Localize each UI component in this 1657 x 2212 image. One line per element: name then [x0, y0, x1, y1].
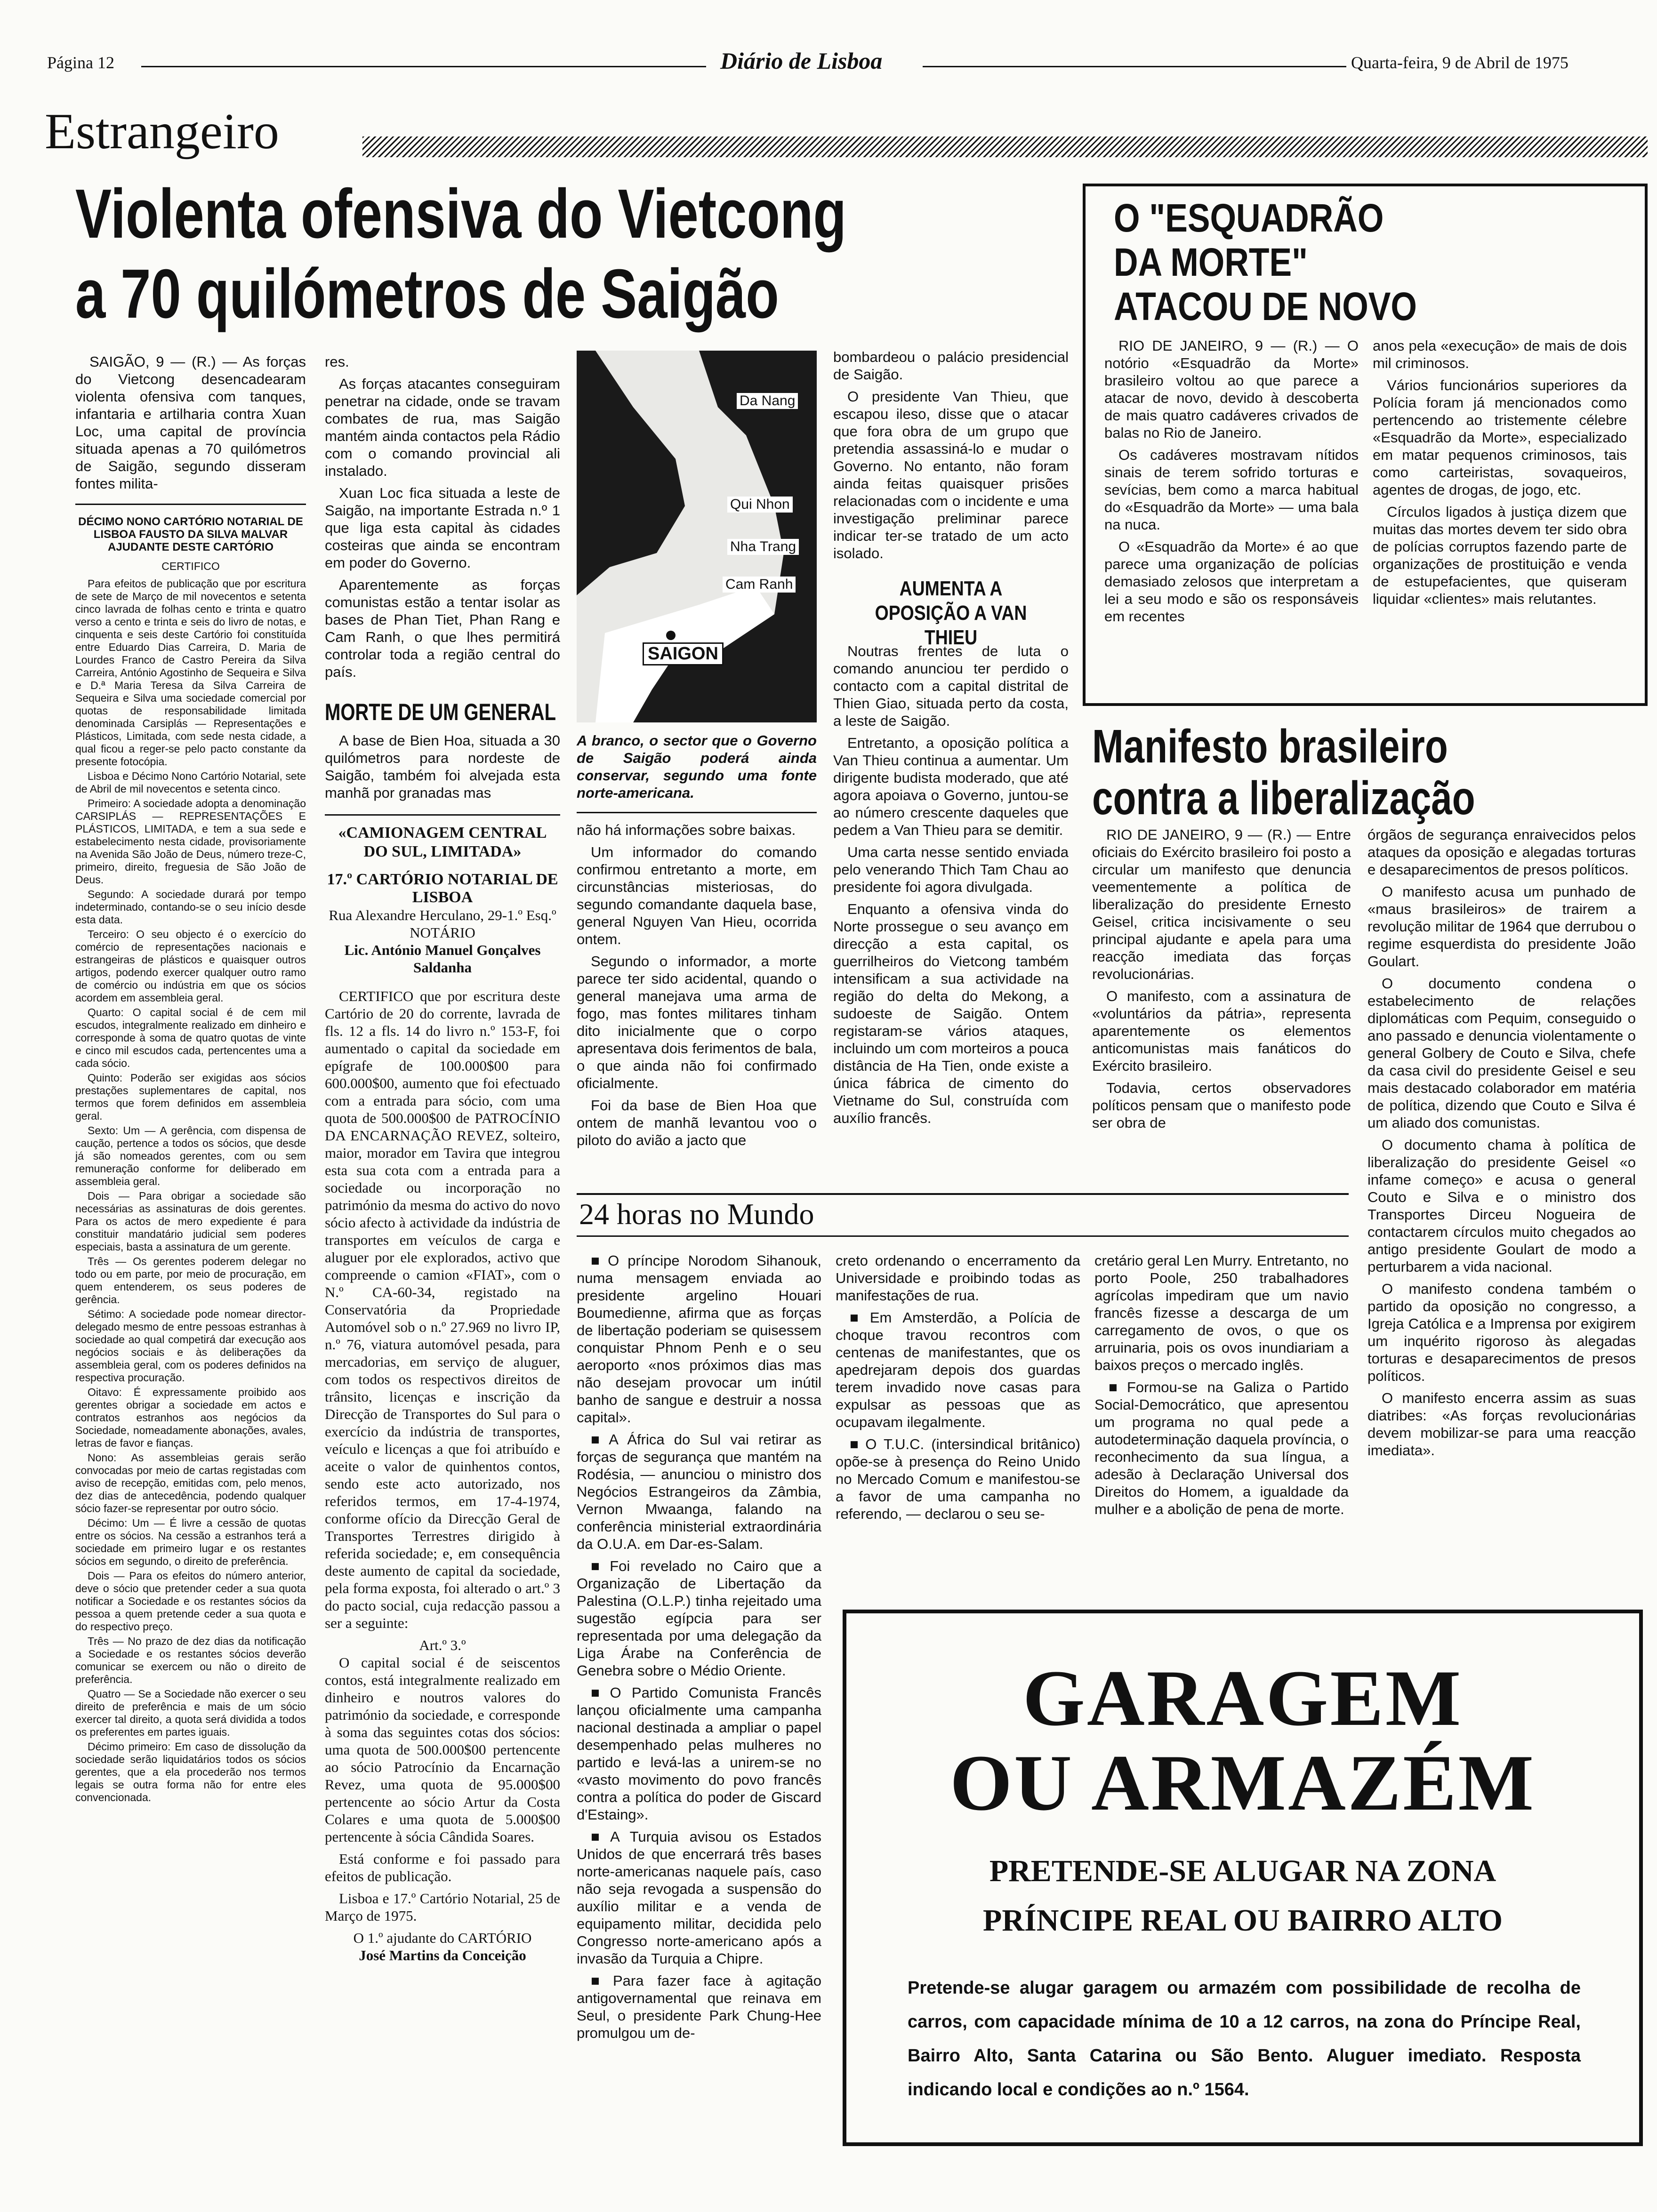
- map-label-nha-trang: Nha Trang: [727, 539, 799, 555]
- death-text: A base de Bien Hoa, situada a 30 quilómetros para nordeste de Saigão, também foi alvejada esta manhã por granadas mas: [325, 732, 560, 801]
- map-label-cam-ranh: Cam Ranh: [723, 577, 796, 593]
- notice2-notario: NOTÁRIO: [410, 924, 475, 941]
- main-lead: SAIGÃO, 9 — (R.) — As forças do Vietcong desencadearam violenta ofensiva com tanques, infantaria e artilharia contra Xuan Loc, uma capital de província situada apenas a 70 quilómetros de Saigão, segundo disseram fontes milita-: [75, 353, 306, 492]
- header-rule-right: [923, 66, 1346, 67]
- main-col4b: Noutras frentes de luta o comando anunciou ter perdido o contacto com a capital distrital de Thien Giao, situada perto da costa, a leste de Saigão. Entretanto, a oposição política a Van Thieu continua a aumentar. Um dirigente budista moderado, que até agora apoiava o Governo, juntou-se ao número crescente daqueles que pedem a Van Thieu para se demitir. Uma carta nesse sentido enviada pelo venerando Thich Tam Chau ao presidente foi agora divulgada. Enquanto a ofensiva vinda do Norte prossegue o seu avanço em direcção a esta capital, os guerrilheiros do Vietcong também intensificam a sua actividade na região do delta do Mekong, a sudoeste de Saigão. Ontem registaram-se vários ataques, incluindo um com morteiros a pouca distância de Ha Tien, onde existe a única fábrica de cimento do Vietname do Sul, construída com auxílio francês.: [833, 643, 1069, 1126]
- header-rule-left: [141, 66, 706, 67]
- ad-sub1: PRETENDE-SE ALUGAR NA ZONA: [989, 1854, 1496, 1888]
- esquadrao-col1: RIO DE JANEIRO, 9 — (R.) — O notório «Esquadrão da Morte» brasileiro voltou ao que parece a atacar de novo, devido à descoberta de mais quatro cadáveres crivados de balas no Rio de Janeiro. Os cadáveres mostravam nítidos sinais de terem sofrido torturas e sevícias, bem como a marca habitual do «Esquadrão da Morte» — uma bala na nuca. O «Esquadrão da Morte» é ao que parece uma organização de polícias demasiado zelosos que interpretam a lei a seu modo e são os responsáveis em recentes: [1104, 337, 1359, 625]
- vietnam-map: [577, 351, 817, 722]
- notice-title: DÉCIMO NONO CARTÓRIO NOTARIAL DE LISBOA FAUSTO DA SILVA MALVAR AJUDANTE DESTE CARTÓRIO: [78, 515, 303, 553]
- main-col4: bombardeou o palácio presidencial de Saigão. O presidente Van Thieu, que escapou ileso, disse que o atacar que fora obra de um grupo que pretendia assassiná-lo e mudar o Governo. No entanto, não foram ainda feitas quaisquer prisões relacionadas com o incidente e uma investigação preliminar parece indicar ter-se tratado de um acto isolado.: [833, 349, 1069, 561]
- section-title: Estrangeiro: [45, 104, 279, 160]
- notice-carsiplas: DÉCIMO NONO CARTÓRIO NOTARIAL DE LISBOA FAUSTO DA SILVA MALVAR AJUDANTE DESTE CARTÓRIO CERTIFICO Para efeitos de publicação que por escritura de sete de Março de mil novecentos e setenta cinco lavrada de folhas cento e trinta e quatro verso a cento e trinta e seis do livro de notas, e cinquenta e seis deste Cartório foi constituída entre Eduardo Dias Carreira, D. Maria de Lourdes Franco de Castro Pereira da Silva Carreira, António Agostinho de Sequeira e Silva e D.ª Maria Teresa da Silva Carreira de Sequeira e Silva uma sociedade comercial por quotas de responsabilidade limitada denominada Carsiplás — Representações e Plásticos, Limitada, com sede nesta cidade, a qual ficou a reger-se pelo pacto constante da presente fotocópia. Lisboa e Décimo Nono Cartório Notarial, sete de Abril de mil novecentos e setenta cinco. Primeiro: A sociedade adopta a denominação CARSIPLÁS — REPRESENTAÇÕES E PLÁSTICOS, LIMITADA, e tem a sua sede e estabelecimento nesta cidade, provisoriamente na Avenida São João de Deus, número treze-C, primeiro, direito, freguesia de São João de Deus. Segundo: A sociedade durará por tempo indeterminado, contando-se o seu início desde esta data. Terceiro: O seu objecto é o exercício do comércio de representações nacionais e estrangeiras de plásticos e quaisquer outros artigos, podendo exercer qualquer outro ramo de comércio ou indústria em que os sócios acordem em assembleia geral. Quarto: O capital social é de cem mil escudos, integralmente realizado em dinheiro e corresponde à soma de quatro quotas de vinte e cinco mil escudos cada, pertencentes uma a cada sócio. Quinto: Poderão ser exigidas aos sócios prestações suplementares de capital, nos termos que forem definidos em assembleia geral. Sexto: Um — A gerência, com dispensa de caução, pertence a todos os sócios, que desde já são nomeados gerentes, com ou sem remuneração conforme for deliberado em assembleia geral. Dois — Para obrigar a sociedade são necessárias as assinaturas de dois gerentes. Para os actos de mero expediente é para constituir mandatário judicial sem poderes especiais, basta a assinatura de um gerente. Três — Os gerentes poderem delegar no todo ou em parte, por meio de procuração, em quem entenderem, os seus poderes de gerência. Sétimo: A sociedade pode nomear director-delegado mesmo de entre pessoas estranhas à sociedade ao qual competirá dar execução aos negócios sociais e às deliberações da assembleia geral, com os poderes definidos na respectiva procuração. Oitavo: É expressamente proibido aos gerentes obrigar a sociedade em actos e contratos estranhos aos negócios da Sociedade, nomeadamente abonações, avales, letras de favor e fianças. Nono: As assembleias gerais serão convocadas por meio de cartas registadas com aviso de recepção, emitidas com, pelo menos, dez dias de antecedência, podendo qualquer sócio fazer-se representar por outro sócio. Décimo: Um — É livre a cessão de quotas entre os sócios. Na cessão a estranhos terá a sociedade em primeiro lugar e os restantes sócios em segundo, o direito de preferência. Dois — Para os efeitos do número anterior, deve o sócio que pretender ceder a sua quota notificar a Sociedade e os restantes sócios da pessoa a quem pretende ceder a sua quota e do respectivo preço. Três — No prazo de dez dias da notificação a Sociedade e os restantes sócios deverão comunicar se exercem ou não o direito de preferência. Quatro — Se a Sociedade não exercer o seu direito de preferência e mais de um sócio exercer tal direito, a quota será dividida a todos os preferentes em partes iguais. Décimo primeiro: Em caso de dissolução da sociedade serão liquidatários todos os sócios gerentes, que a ela procederão nos termos legais se outra forma não for entre eles convencionada.: [75, 515, 306, 1803]
- notice2-title: «CAMIONAGEM CENTRAL DO SUL, LIMITADA»: [338, 824, 547, 860]
- map-rule: [577, 812, 817, 813]
- ad-sub2: PRÍNCIPE REAL OU BAIRRO ALTO: [983, 1903, 1503, 1938]
- map-label-saigon: SAIGON: [643, 642, 724, 665]
- section-hatch: [362, 136, 1648, 157]
- notice2-artigo: Art.º 3.º: [419, 1637, 466, 1653]
- esquadrao-title: O "ESQUADRÃO DA MORTE" ATACOU DE NOVO: [1114, 196, 1417, 329]
- map-label-qui-nhon: Qui Nhon: [727, 497, 793, 513]
- main-col3b: não há informações sobre baixas. Um informador do comando confirmou entretanto a morte, em circunstâncias misteriosas, do segundo comandante daquela base, general Nguyen Van Hieu, ocorrida ontem. Segundo o informador, a morte parece ter sido acidental, quando o general manejava uma arma de fogo, mas fontes militares tinham dito inicialmente que o corpo apresentava dois ferimentos de bala, o que ainda não foi confirmado oficialmente. Foi da base de Bien Hoa que ontem de manhã levantou voo o piloto do avião a jacto que: [577, 822, 817, 1148]
- world-col1: ■ O príncipe Norodom Sihanouk, numa mensagem enviada ao presidente argelino Houari Boumedienne, afirma que as forças de libertação poderiam se quisessem conquistar Phnom Penh e o seu aeroporto «nos próximos dias mas não desejam provocar um inútil banho de sangue e destruir a nossa capital». ■ A África do Sul vai retirar as forças de segurança que mantém na Rodésia, — anunciou o ministro dos Negócios Estrangeiros da Zâmbia, Vernon Mwaanga, falando na conferência ministerial extraordinária da O.U.A. em Dar-es-Salam. ■ Foi revelado no Cairo que a Organização de Libertação da Palestina (O.L.P.) tinha rejeitado uma sugestão egípcia para ser representada por uma delegação da Liga Árabe na Conferência de Genebra sobre o Médio Oriente. ■ O Partido Comunista Francês lançou oficialmente uma campanha nacional destinada a ampliar o papel desempenhado pelas mulheres no partido e levá-las a unirem-se no «vasto movimento do povo francês contra a política do poder de Giscard d'Estaing». ■ A Turquia avisou os Estados Unidos de que encerrará três bases norte-americanas naquele país, caso não seja revogada a suspensão do auxílio militar e a venda de equipamento militar, decidida pelo Congresso norte-americano após a invasão da Turquia a Chipre. ■ Para fazer face à agitação antigovernamental que reinava em Seul, o presidente Park Chung-Hee promulgou um de-: [577, 1252, 821, 2046]
- manifesto-col2: órgãos de segurança enraivecidos pelos ataques da oposição e alegadas torturas e desaparecimentos de presos políticos. O manifesto acusa um punhado de «maus brasileiros» de trairem a revolução militar de 1964 que derrubou o regime esquerdista do presidente João Goulart. O documento condena o estabelecimento de relações diplomáticas com Pequim, conseguido o ano passado e denuncia violentamente o general Golbery de Couto e Silva, chefe da casa civil do presidente Geisel e seu mais destacado colaborador em matéria de política, dizendo que Couto e Silva é um aliado dos comunistas. O documento chama à política de liberalização do presidente Geisel «o infame começo» e acusa o general Couto e Silva e o ministro dos Transportes Dirceu Nogueira de contactarem círculos muito chegados ao antigo presidente Goulart de modo a perturbarem a vida nacional. O manifesto condena também o partido da oposição no congresso, a Igreja Católica e a Imprensa por exigirem um inquérito rigoroso às alegadas torturas e desaparecimentos de presos políticos. O manifesto encerra assim as suas diatribes: «As forças revolucionárias devem mobilizar-se para uma reacção imediata».: [1367, 826, 1636, 1459]
- masthead: Diário de Lisboa: [720, 48, 883, 74]
- main-headline-line2: a 70 quilómetros de Saigão: [75, 255, 779, 333]
- ad-garagem: [843, 1610, 1643, 2146]
- lead-rule: [75, 504, 306, 505]
- subhead-opposition: AUMENTA A OPOSIÇÃO A VAN THIEU: [875, 577, 1027, 649]
- notice2-name: Lic. António Manuel Gonçalves Saldanha: [344, 942, 541, 976]
- main-col2: res. As forças atacantes conseguiram penetrar na cidade, onde se travam combates de rua, mas Saigão mantém ainda contactos pela Rádio com o comando provincial ali instalado. Xuan Loc fica situada a leste de Saigão, na importante Estrada n.º 1 que liga esta capital às cidades costeiras que ainda se encontram em poder do Governo. Aparentemente as forças comunistas estão a tentar isolar as bases de Phan Tiet, Phan Rang e Cam Ranh, o que lhes permitirá controlar toda a região central do país.: [325, 353, 560, 680]
- notice2-sign1: O 1.º ajudante do CARTÓRIO: [353, 1930, 532, 1946]
- manifesto-col1: RIO DE JANEIRO, 9 — (R.) — Entre oficiais do Exército brasileiro foi posto a circular um manifesto que denuncia veementemente a política de liberalização do presidente Ernesto Geisel, critica incisivamente o seu principal ajudante e apela para uma reacção imediata das forças revolucionárias. O manifesto, com a assinatura de «voluntários da pátria», representa aparentemente os elementos anticomunistas mais fanáticos do Exército brasileiro. Todavia, certos observadores políticos pensam que o manifesto pode ser obra de: [1092, 826, 1351, 1131]
- notice-camionagem: «CAMIONAGEM CENTRAL DO SUL, LIMITADA» 17.º CARTÓRIO NOTARIAL DE LISBOA Rua Alexandre Herculano, 29-1.º Esq.º NOTÁRIO Lic. António Manuel Gonçalves Saldanha CERTIFICO que por escritura deste Cartório de 20 do corrente, lavrada de fls. 12 a fls. 14 do livro n.º 153-F, foi aumentado o capital da sociedade em epígrafe de 100.000$00 para 600.000$00, aumento que foi efectuado com a entrada para sócio, com uma quota de 500.000$00 de PATROCÍNIO DA ENCARNAÇÃO REVEZ, solteiro, maior, morador em Tavira que integrou esta sua cota com a entrada para a sociedade ou incorporação no património da mesma do activo do novo sócio afecto à actividade da indústria de transportes em veículos de carga e aluguer por ele explorados, activo que compreende o camion «FIAT», com o N.º CA-60-34, registado na Conservatória da Propriedade Automóvel sob o n.º 27.969 no livro IP, n.º 76, viatura automóvel pesada, para mercadorias, em serviço de aluguer, com todos os respectivos direitos de trânsito, licenças e inscrição da Direcção de Transportes do Sul para o exercício da indústria de transportes, veículo e licenças a que foi atribuído e aceite o valor de quinhentos contos, sendo este acto autorizado, nos referidos termos, em 17-4-1974, conforme ofício da Direcção Geral de Transportes Terrestres dirigido à referida sociedade; e, em consequência deste aumento de capital da sociedade, pela forma exposta, foi alterado o art.º 3 do pacto social, cuja redacção passou a ser a seguinte: Art.º 3.º O capital social é de seiscentos contos, está integralmente realizado em dinheiro e noutros valores do património da sociedade, e corresponde à soma das seguintes cotas dos sócios: uma quota de 500.000$00 pertencente ao sócio Patrocínio da Encarnação Revez, uma quota de 95.000$00 pertencente ao sócio Artur da Costa Colares e uma quota de 5.000$00 pertencente à sócia Cândida Soares. Está conforme e foi passado para efeitos de publicação. Lisboa e 17.º Cartório Notarial, 25 de Março de 1975. O 1.º ajudante do CARTÓRIO José Martins da Conceição: [325, 824, 560, 1964]
- world-top-rule: [577, 1193, 1349, 1195]
- death-rule: [325, 814, 560, 816]
- esquadrao-box: [1083, 184, 1648, 706]
- page-date: Quarta-feira, 9 de Abril de 1975: [1351, 53, 1569, 72]
- ad-body: Pretende-se alugar garagem ou armazém com possibilidade de recolha de carros, com capacidade mínima de 10 a 12 carros, na zona do Príncipe Real, Bairro Alto, Santa Catarina ou São Bento. Aluguer imediato. Resposta indicando local e condições ao n.º 1564.: [908, 1978, 1581, 2100]
- world-col3: cretário geral Len Murry. Entretanto, no porto Poole, 250 trabalhadores agrícolas impediram que um navio francês fizesse a descarga de um carregamento de ovos, o que os arruinaria, pois os ovos inundiariam a baixos preços o mercado inglês. ■ Formou-se na Galiza o Partido Social-Democrático, que apresentou um programa no qual pede a autodeterminação daquela província, o reconhecimento da sua língua, a adesão à Declaração Universal dos Direitos do Homem, a igualdade da mulher e a abolição de pena de morte.: [1094, 1252, 1349, 1523]
- notice2-sign2: José Martins da Conceição: [359, 1947, 526, 1964]
- map-label-da-nang: Da Nang: [737, 393, 798, 409]
- world-bottom-rule: [577, 1235, 1349, 1237]
- world-title: 24 horas no Mundo: [579, 1197, 814, 1231]
- manifesto-headline-line1: Manifesto brasileiro: [1092, 720, 1448, 773]
- esquadrao-col2: anos pela «execução» de mais de dois mil criminosos. Vários funcionários superiores da Polícia foram já mencionados como pertencendo ao tristemente célebre «Esquadrão da Morte», especializado em matar pequenos criminosos, tais como carteiristas, sovaqueiros, agentes de drogas, de jogo, etc. Círculos ligados à justiça dizem que muitas das mortes devem ter sido obra de polícias corruptos fazendo parte de organizações de prostituição e venda de estupefacientes, que quiseram liquidar «clientes» mais relutantes.: [1373, 337, 1627, 607]
- notice-certifico: CERTIFICO: [161, 560, 220, 572]
- ad-line1: GARAGEM: [1022, 1654, 1463, 1742]
- notice2-office: 17.º CARTÓRIO NOTARIAL DE LISBOA: [327, 871, 558, 906]
- map-caption: A branco, o sector que o Governo de Saigão poderá ainda conservar, segundo uma fonte norte-americana.: [577, 732, 817, 801]
- manifesto-headline-line2: contra a liberalização: [1092, 772, 1475, 825]
- saigon-marker-icon: [666, 631, 676, 640]
- page-number: Página 12: [47, 53, 114, 72]
- subhead-death: MORTE DE UM GENERAL: [325, 699, 556, 725]
- ad-line2: OU ARMAZÉM: [949, 1739, 1536, 1827]
- world-col2: creto ordenando o encerramento da Universidade e proibindo todas as manifestações de rua. ■ Em Amsterdão, a Polícia de choque travou recontros com centenas de manifestantes, que os apedrejaram depois dos guardas terem invadido nove casas para expulsar as pessoas que as ocupavam ilegalmente. ■ O T.U.C. (intersindical britânico) opõe-se à presença do Reino Unido no Mercado Comum e manifestou-se a favor de uma campanha no referendo, — declarou o seu se-: [836, 1252, 1080, 1527]
- notice2-address: Rua Alexandre Herculano, 29-1.º Esq.º: [329, 907, 556, 923]
- main-headline-line1: Violenta ofensiva do Vietcong: [75, 175, 846, 253]
